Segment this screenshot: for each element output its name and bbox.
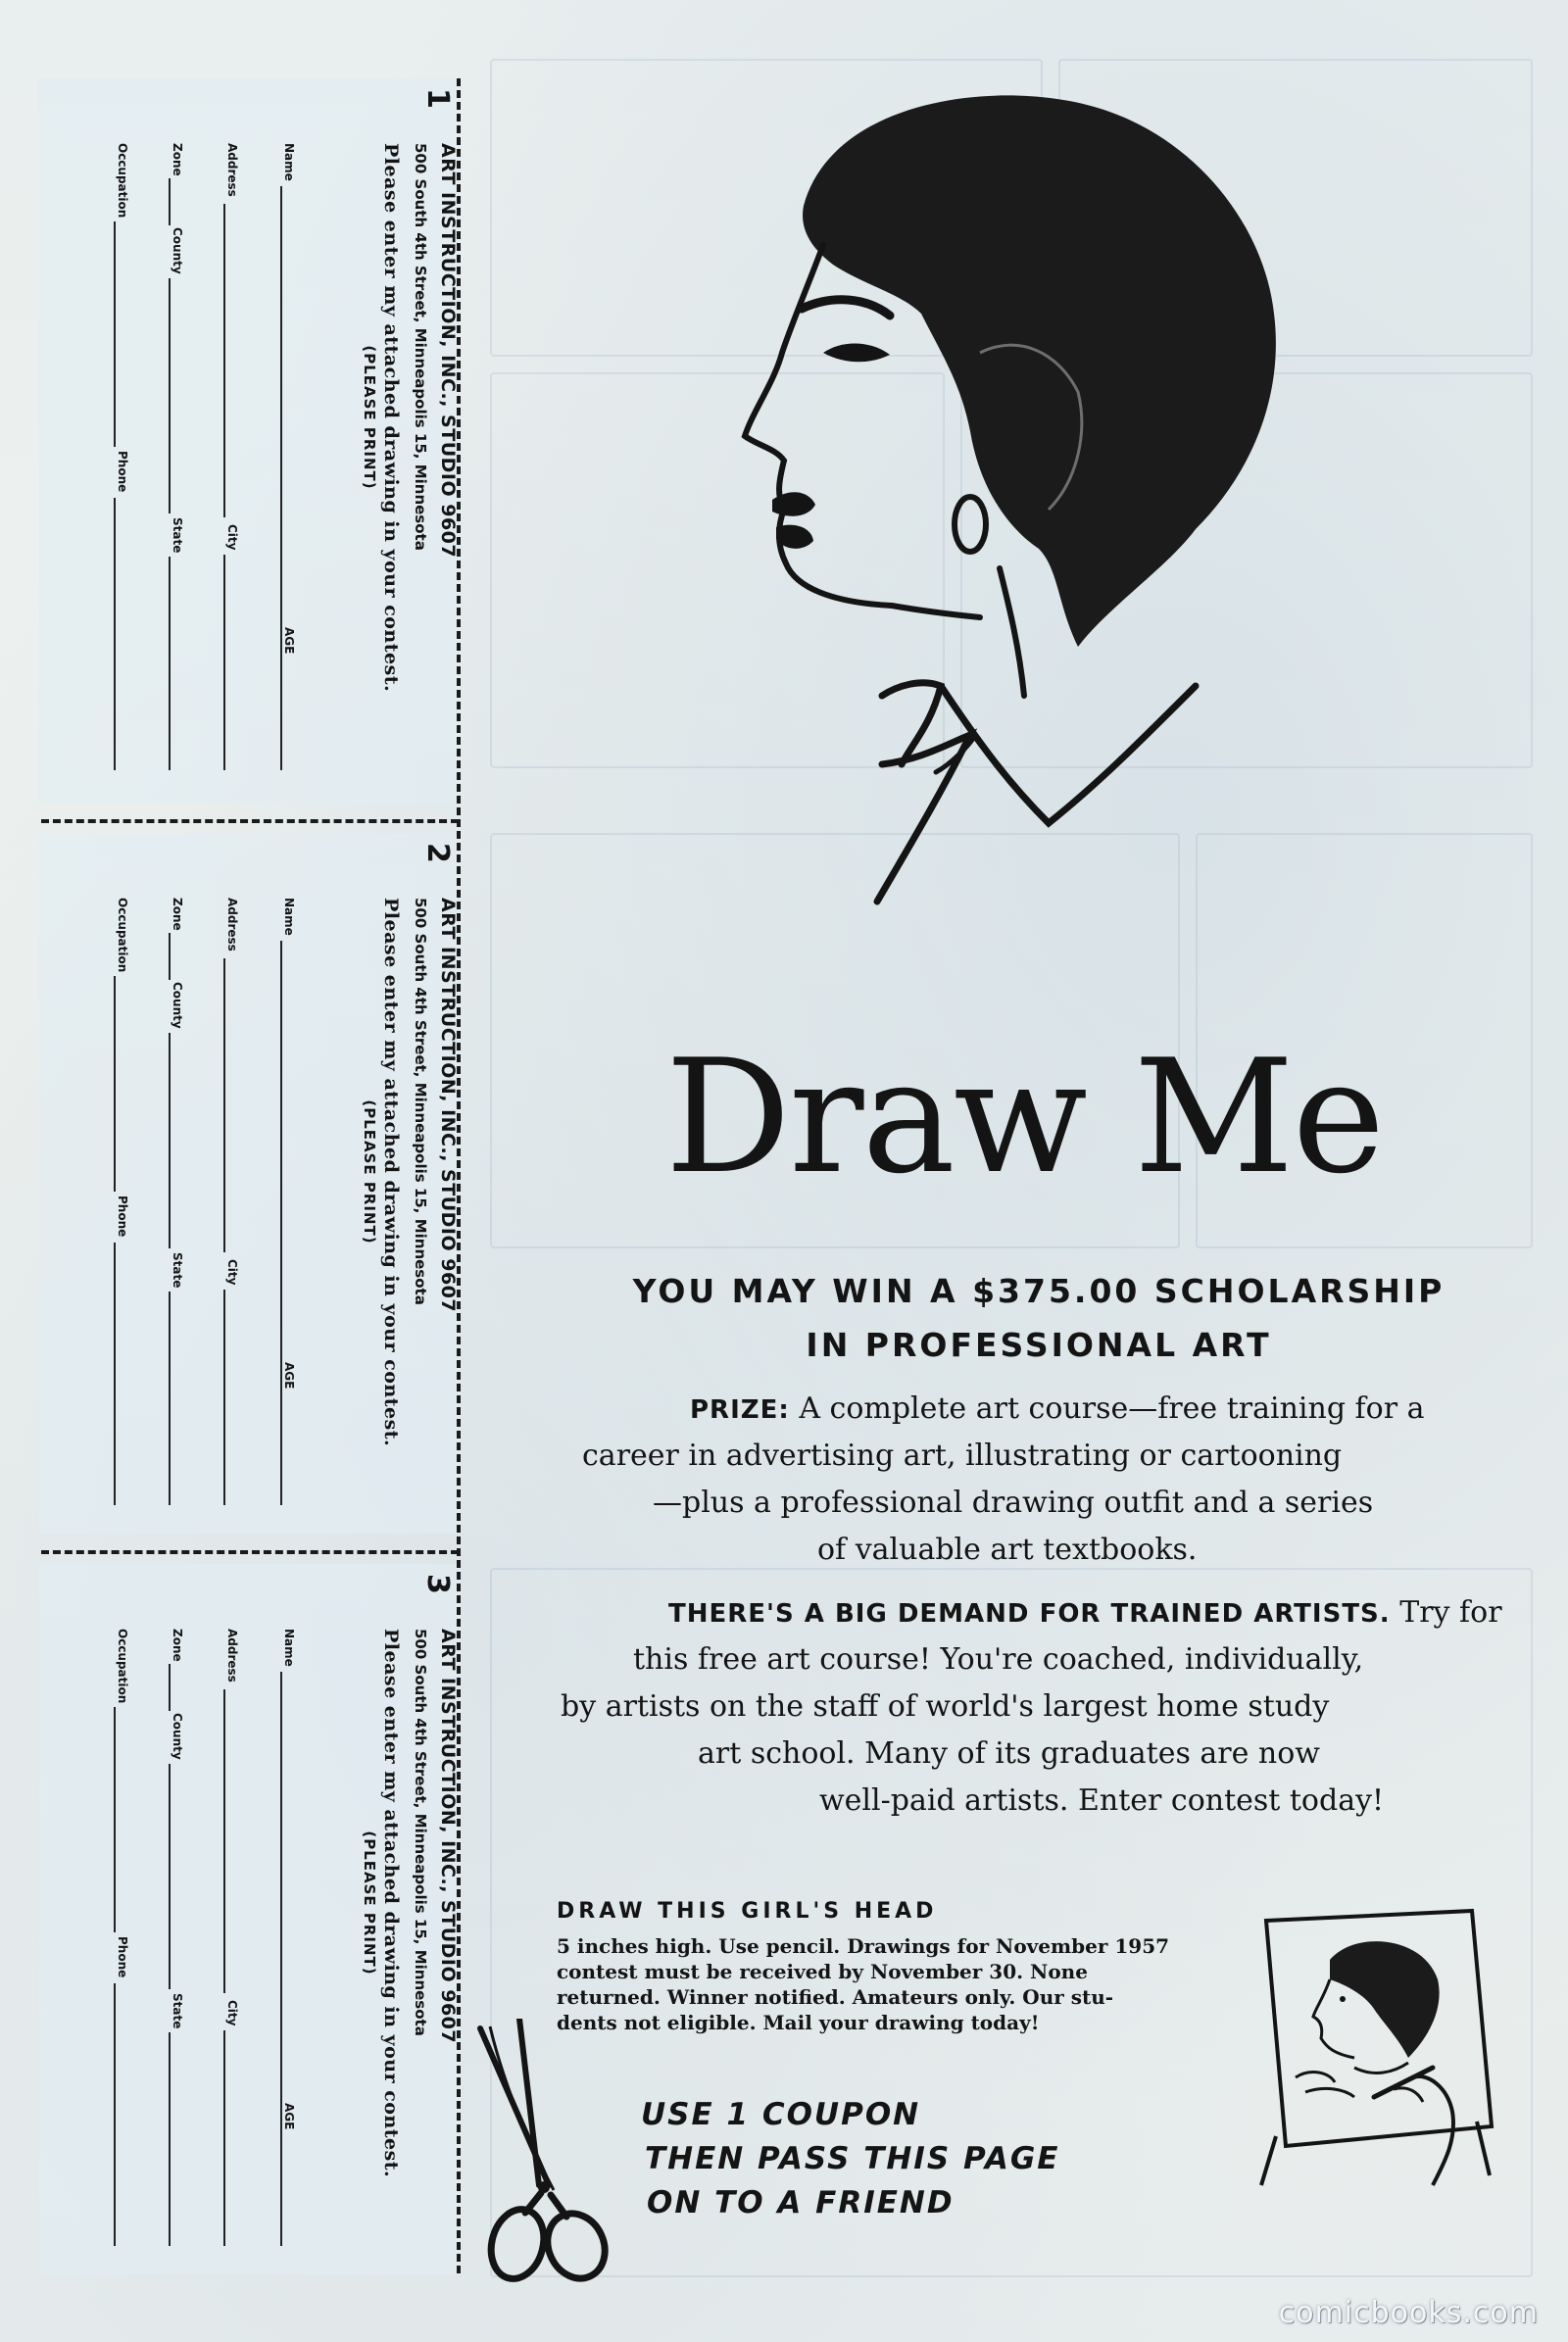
prize-lead: PRIZE: [690, 1395, 790, 1425]
coupon-3[interactable] [39, 1564, 461, 2274]
demand-text: Try for [1399, 1595, 1502, 1630]
coupon-company: ART INSTRUCTION, INC., STUDIO 9607 [437, 898, 459, 1313]
city-label: City [225, 524, 239, 551]
state-label: State [171, 1252, 184, 1289]
rules-line-4: dents not eligible. Mail your drawing today! [557, 2011, 1040, 2034]
address-label: Address [225, 898, 239, 951]
subhead-line-2: IN PROFESSIONAL ART [806, 1326, 1272, 1364]
coupon-print-note: (PLEASE PRINT) [361, 345, 378, 490]
rules-line-1: 5 inches high. Use pencil. Drawings for November 1957 [557, 1934, 1170, 1958]
age-field[interactable] [280, 2138, 282, 2246]
address-label: Address [225, 1629, 239, 1683]
cut-line [41, 1550, 459, 1554]
state-label: State [171, 517, 184, 554]
headline: Draw Me [664, 1025, 1384, 1208]
phone-label: Phone [116, 1936, 129, 1978]
city-field[interactable] [223, 555, 225, 770]
phone-label: Phone [116, 1195, 129, 1238]
coupon-company: ART INSTRUCTION, INC., STUDIO 9607 [437, 1629, 459, 2044]
cta-line-3: ON TO A FRIEND [647, 2185, 955, 2220]
county-label: County [171, 982, 184, 1029]
scissors-icon [461, 2019, 617, 2283]
address-field[interactable] [223, 1689, 225, 1993]
coupon-address: 500 South 4th Street, Minneapolis 15, Minnesota [412, 143, 429, 551]
name-field[interactable] [280, 186, 282, 676]
zone-field[interactable] [169, 933, 171, 980]
coupon-1[interactable] [39, 78, 461, 804]
city-field[interactable] [223, 2030, 225, 2246]
prize-line-1 [690, 1391, 1425, 1426]
coupon-company: ART INSTRUCTION, INC., STUDIO 9607 [437, 143, 459, 559]
state-field[interactable] [169, 2032, 171, 2246]
name-label: Name [282, 143, 296, 181]
occupation-field[interactable] [114, 976, 116, 1192]
phone-field[interactable] [114, 1243, 116, 1505]
name-field[interactable] [280, 941, 282, 1411]
artist-drawing-icon [1237, 1901, 1501, 2195]
prize-line-4: of valuable art textbooks. [817, 1533, 1198, 1567]
cta-line-2: THEN PASS THIS PAGE [645, 2141, 1060, 2176]
zone-field[interactable] [169, 178, 171, 225]
rules-title: DRAW THIS GIRL'S HEAD [557, 1899, 938, 1924]
phone-label: Phone [116, 451, 129, 493]
coupon-request: Please enter my attached drawing in your contest. [380, 143, 402, 693]
girl-head-illustration [686, 59, 1372, 1019]
age-label: AGE [282, 627, 296, 655]
coupon-number: 2 [420, 843, 455, 863]
zone-label: Zone [171, 898, 184, 931]
coupon-print-note: (PLEASE PRINT) [361, 1099, 378, 1244]
county-label: County [171, 227, 184, 274]
prize-text: A complete art course—free training for a [799, 1391, 1425, 1426]
coupon-number: 3 [420, 1574, 455, 1594]
address-label: Address [225, 143, 239, 197]
rules-line-3: returned. Winner notified. Amateurs only. Our stu- [557, 1985, 1114, 2009]
prize-line-3: —plus a professional drawing outfit and a series [653, 1486, 1374, 1520]
demand-line-5: well-paid artists. Enter contest today! [819, 1783, 1385, 1818]
coupon-print-note: (PLEASE PRINT) [361, 1830, 378, 1976]
coupon-address: 500 South 4th Street, Minneapolis 15, Minnesota [412, 898, 429, 1305]
name-label: Name [282, 898, 296, 936]
rules-line-2: contest must be received by November 30. None [557, 1960, 1088, 1983]
demand-line-2: this free art course! You're coached, individually, [633, 1642, 1364, 1677]
demand-line-4: art school. Many of its graduates are now [698, 1736, 1320, 1771]
occupation-label: Occupation [116, 898, 129, 973]
coupon-number: 1 [420, 88, 455, 109]
age-label: AGE [282, 1362, 296, 1390]
state-field[interactable] [169, 557, 171, 770]
city-field[interactable] [223, 1290, 225, 1505]
occupation-label: Occupation [116, 1629, 129, 1704]
zone-label: Zone [171, 143, 184, 176]
state-field[interactable] [169, 1292, 171, 1505]
demand-line-3: by artists on the staff of world's largest home study [561, 1689, 1330, 1724]
demand-line-1 [668, 1595, 1502, 1630]
cut-line [41, 819, 459, 823]
prize-line-2: career in advertising art, illustrating or cartooning [582, 1439, 1343, 1473]
phone-field[interactable] [114, 1983, 116, 2246]
address-field[interactable] [223, 204, 225, 517]
zone-label: Zone [171, 1629, 184, 1662]
age-field[interactable] [280, 1397, 282, 1505]
coupon-request: Please enter my attached drawing in your contest. [380, 1629, 402, 2178]
watermark: comicbooks.com [1278, 2296, 1539, 2330]
county-label: County [171, 1713, 184, 1760]
occupation-field[interactable] [114, 1707, 116, 1932]
coupon-request: Please enter my attached drawing in your contest. [380, 898, 402, 1447]
phone-field[interactable] [114, 498, 116, 770]
county-field[interactable] [169, 1033, 171, 1248]
coupon-2[interactable] [39, 833, 461, 1534]
state-label: State [171, 1993, 184, 2029]
coupon-address: 500 South 4th Street, Minneapolis 15, Minnesota [412, 1629, 429, 2036]
subhead-line-1: YOU MAY WIN A $375.00 SCHOLARSHIP [632, 1272, 1446, 1310]
age-label: AGE [282, 2103, 296, 2130]
cut-line-vertical [457, 78, 461, 2273]
demand-lead: THERE'S A BIG DEMAND FOR TRAINED ARTISTS. [668, 1599, 1391, 1629]
address-field[interactable] [223, 958, 225, 1252]
county-field[interactable] [169, 278, 171, 513]
occupation-field[interactable] [114, 221, 116, 447]
cta-line-1: USE 1 COUPON [641, 2097, 921, 2132]
zone-field[interactable] [169, 1664, 171, 1711]
age-field[interactable] [280, 662, 282, 770]
name-label: Name [282, 1629, 296, 1667]
city-label: City [225, 2000, 239, 2026]
occupation-label: Occupation [116, 143, 129, 219]
city-label: City [225, 1259, 239, 1286]
county-field[interactable] [169, 1764, 171, 1989]
name-field[interactable] [280, 1672, 282, 2152]
